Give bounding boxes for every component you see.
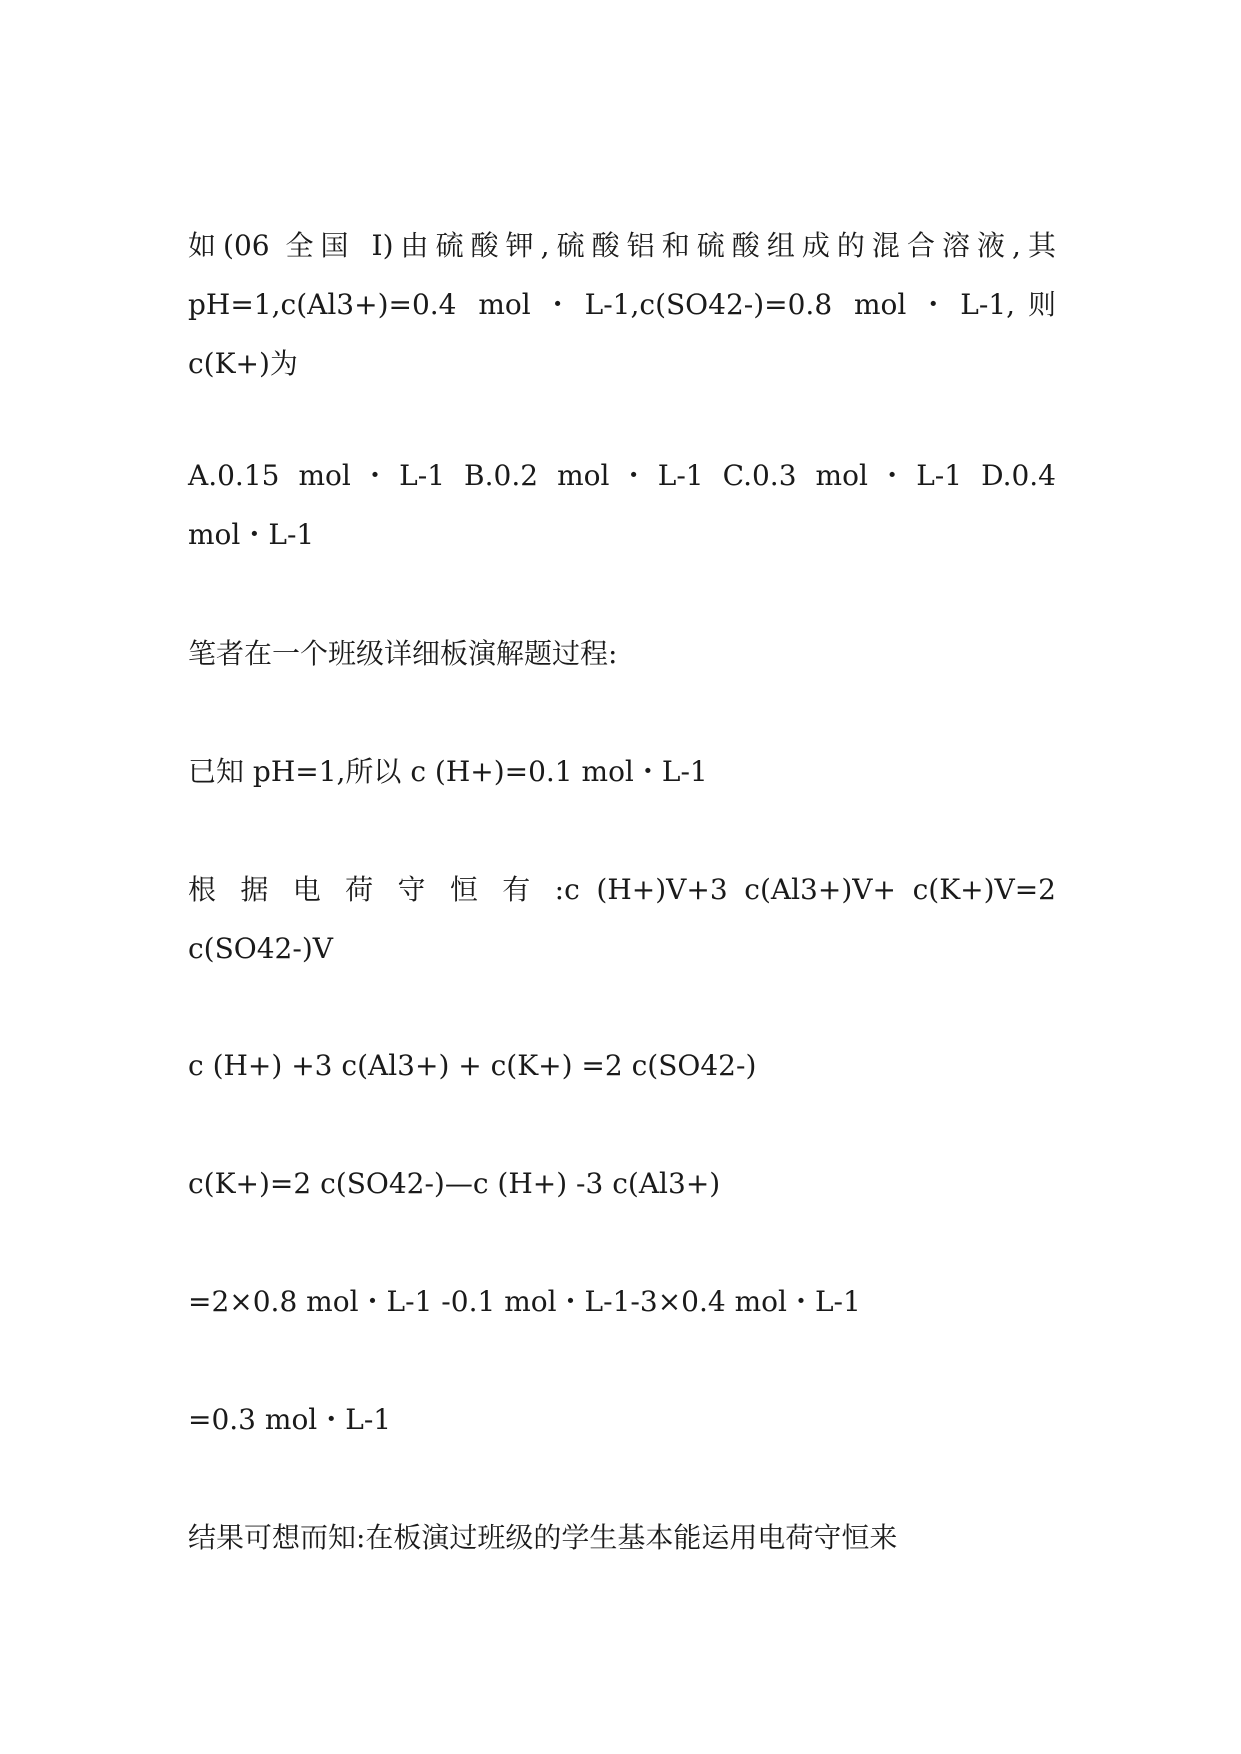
text-line: 根 据 电 荷 守 恒 有 :c (H+)V+3 c(Al3+)V+ c(K+)V=2: [188, 873, 1056, 906]
text-line: 笔者在一个班级详细板演解题过程:: [188, 637, 618, 670]
text-line: c (H+) +3 c(Al3+) + c(K+) =2 c(SO42-): [188, 1049, 757, 1082]
charge-conservation-paragraph: [188, 860, 1056, 978]
text-line: c(K+)为: [188, 347, 298, 380]
answer-options-paragraph: [188, 446, 1056, 564]
solution-step-paragraph: [188, 742, 1056, 801]
equation-paragraph: [188, 1036, 1056, 1095]
conclusion-paragraph: [188, 1508, 1056, 1567]
equation-paragraph: [188, 1154, 1056, 1213]
text-line: 结果可想而知:在板演过班级的学生基本能运用电荷守恒来: [188, 1521, 898, 1554]
result-paragraph: [188, 1390, 1056, 1449]
text-line: 如(06 全国 I)由硫酸钾,硫酸铝和硫酸组成的混合溶液,其: [188, 229, 1056, 262]
intro-paragraph: [188, 624, 1056, 683]
text-line: mol・L-1: [188, 518, 315, 551]
text-line: 已知 pH=1,所以 c (H+)=0.1 mol・L-1: [188, 755, 708, 788]
text-line: A.0.15 mol・L-1 B.0.2 mol・L-1 C.0.3 mol・L-1 D.0.4: [188, 459, 1056, 492]
text-line: c(K+)=2 c(SO42-)—c (H+) -3 c(Al3+): [188, 1167, 721, 1200]
text-line: =2×0.8 mol・L-1 -0.1 mol・L-1-3×0.4 mol・L-1: [188, 1285, 861, 1318]
text-line: pH=1,c(Al3+)=0.4 mol・L-1,c(SO42-)=0.8 mol・L-1,则: [188, 288, 1056, 321]
text-line: =0.3 mol・L-1: [188, 1403, 392, 1436]
question-paragraph: [188, 216, 1056, 393]
text-line: c(SO42-)V: [188, 932, 333, 965]
equation-paragraph: [188, 1272, 1056, 1331]
